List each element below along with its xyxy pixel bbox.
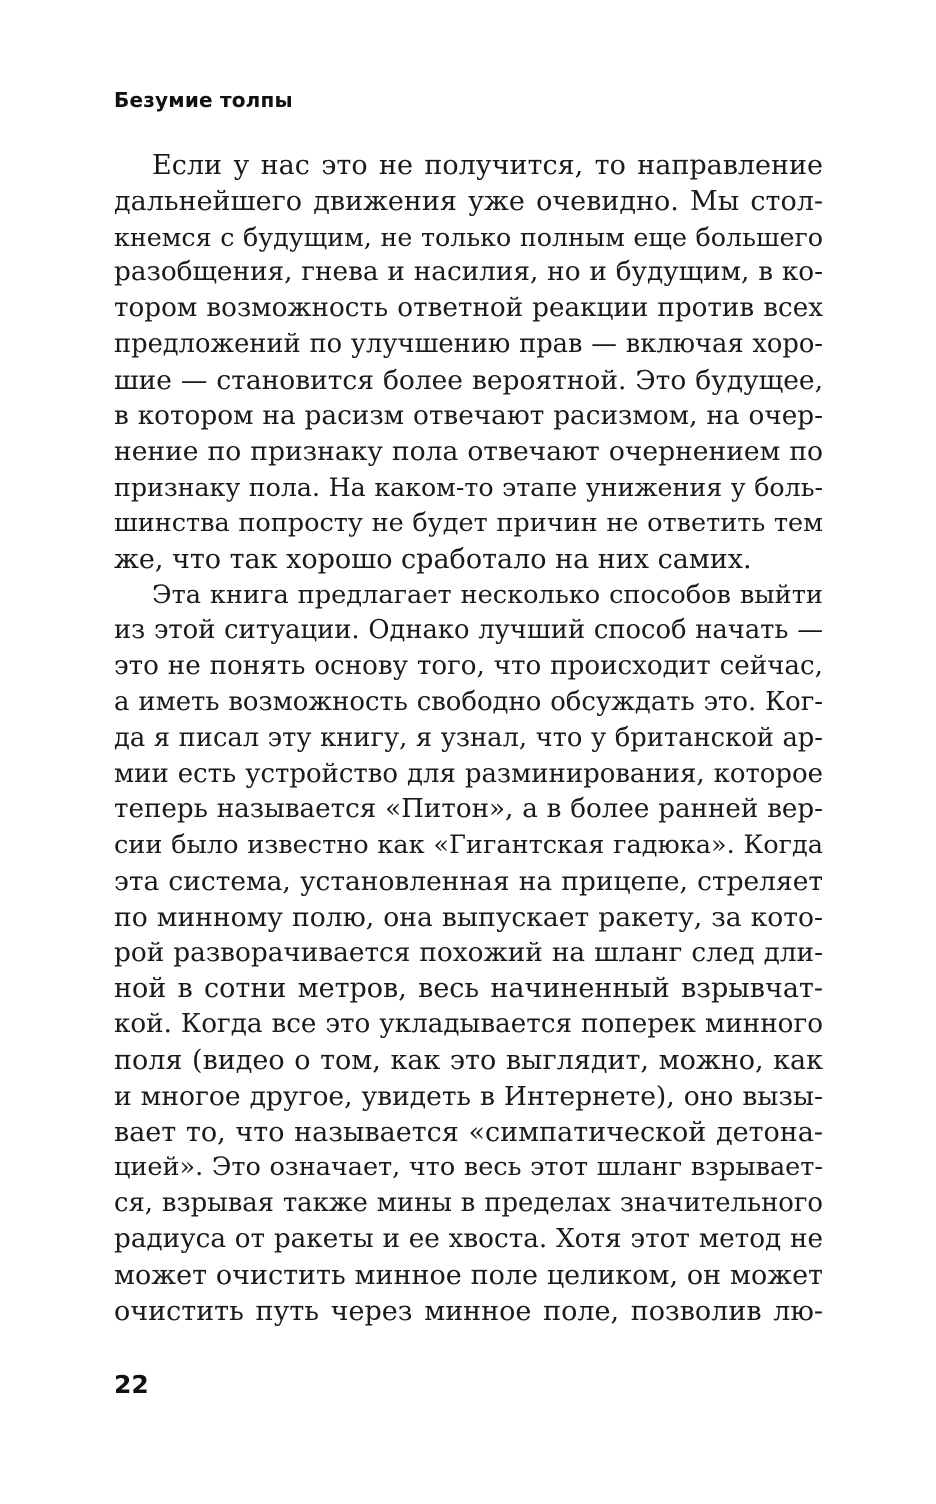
paragraph-line: предложений по улучшению прав — включая хоро- <box>114 328 823 359</box>
paragraph-line: поля (видео о том, как это выглядит, можно, как <box>114 1044 823 1076</box>
paragraph-line: мии есть устройство для разминирования, которое <box>114 758 823 789</box>
paragraph-line: кой. Когда все это укладывается поперек минного <box>114 1009 823 1040</box>
paragraph-line: Эта книга предлагает несколько способов выйти <box>152 579 823 610</box>
paragraph-line: сии было известно как «Гигантская гадюка». Когда <box>114 830 823 861</box>
paragraph-line: цией». Это означает, что весь этот шланг взрывает- <box>114 1152 823 1183</box>
paragraph-line: дальнейшего движения уже очевидно. Мы стол- <box>114 185 823 217</box>
paragraph-line: Если у нас это не получится, то направление <box>152 150 823 181</box>
paragraph-line: да я писал эту книгу, я узнал, что у британской ар- <box>114 722 823 753</box>
paragraph-line: кнемся с будущим, не только полным еще большего <box>114 221 823 252</box>
paragraph-line: вает то, что называется «симпатической детона- <box>114 1116 823 1148</box>
paragraph-line: признаку пола. На каком-то этапе унижения у боль- <box>114 473 823 503</box>
paragraph-line: шие — становится более вероятной. Это будущее, <box>114 364 823 396</box>
paragraph-line: же, что так хорошо сработало на них самих. <box>114 543 752 575</box>
paragraph-line: это не понять основу того, что происходит сейчас, <box>114 651 823 682</box>
paragraph-line: радиуса от ракеты и ее хвоста. Хотя этот метод не <box>114 1223 823 1254</box>
paragraph-line: по минному полю, она выпускает ракету, за кото- <box>114 901 823 933</box>
paragraph-line: тором возможность ответной реакции против всех <box>114 293 823 324</box>
paragraph-line: ся, взрывая также мины в пределах значительного <box>114 1188 823 1219</box>
paragraph-line: теперь называется «Питон», а в более ранней вер- <box>114 794 823 825</box>
paragraph-line: а иметь возможность свободно обсуждать это. Ког- <box>114 686 823 717</box>
paragraph-line: в котором на расизм отвечают расизмом, на очер- <box>114 400 823 431</box>
body-text <box>114 148 823 1329</box>
paragraph-line: разобщения, гнева и насилия, но и будущим, в ко- <box>114 257 823 288</box>
paragraph-line: и многое другое, увидеть в Интернете), оно вызы- <box>114 1080 823 1112</box>
paragraph-line: рой разворачивается похожий на шланг след дли- <box>114 937 823 968</box>
paragraph-line: ной в сотни метров, весь начиненный взрывчат- <box>114 973 823 1005</box>
paragraph-line: может очистить минное поле целиком, он может <box>114 1259 823 1291</box>
page-number: 22 <box>114 1370 149 1399</box>
paragraph-line: шинства попросту не будет причин не ответить тем <box>114 507 823 538</box>
running-head: Безумие толпы <box>114 88 293 112</box>
paragraph-line: нение по признаку пола отвечают очернением по <box>114 436 823 468</box>
paragraph-line: из этой ситуации. Однако лучший способ начать — <box>114 615 823 646</box>
paragraph-line: эта система, установленная на прицепе, стреляет <box>114 865 823 897</box>
paragraph-line: очистить путь через минное поле, позволив лю- <box>114 1295 823 1327</box>
